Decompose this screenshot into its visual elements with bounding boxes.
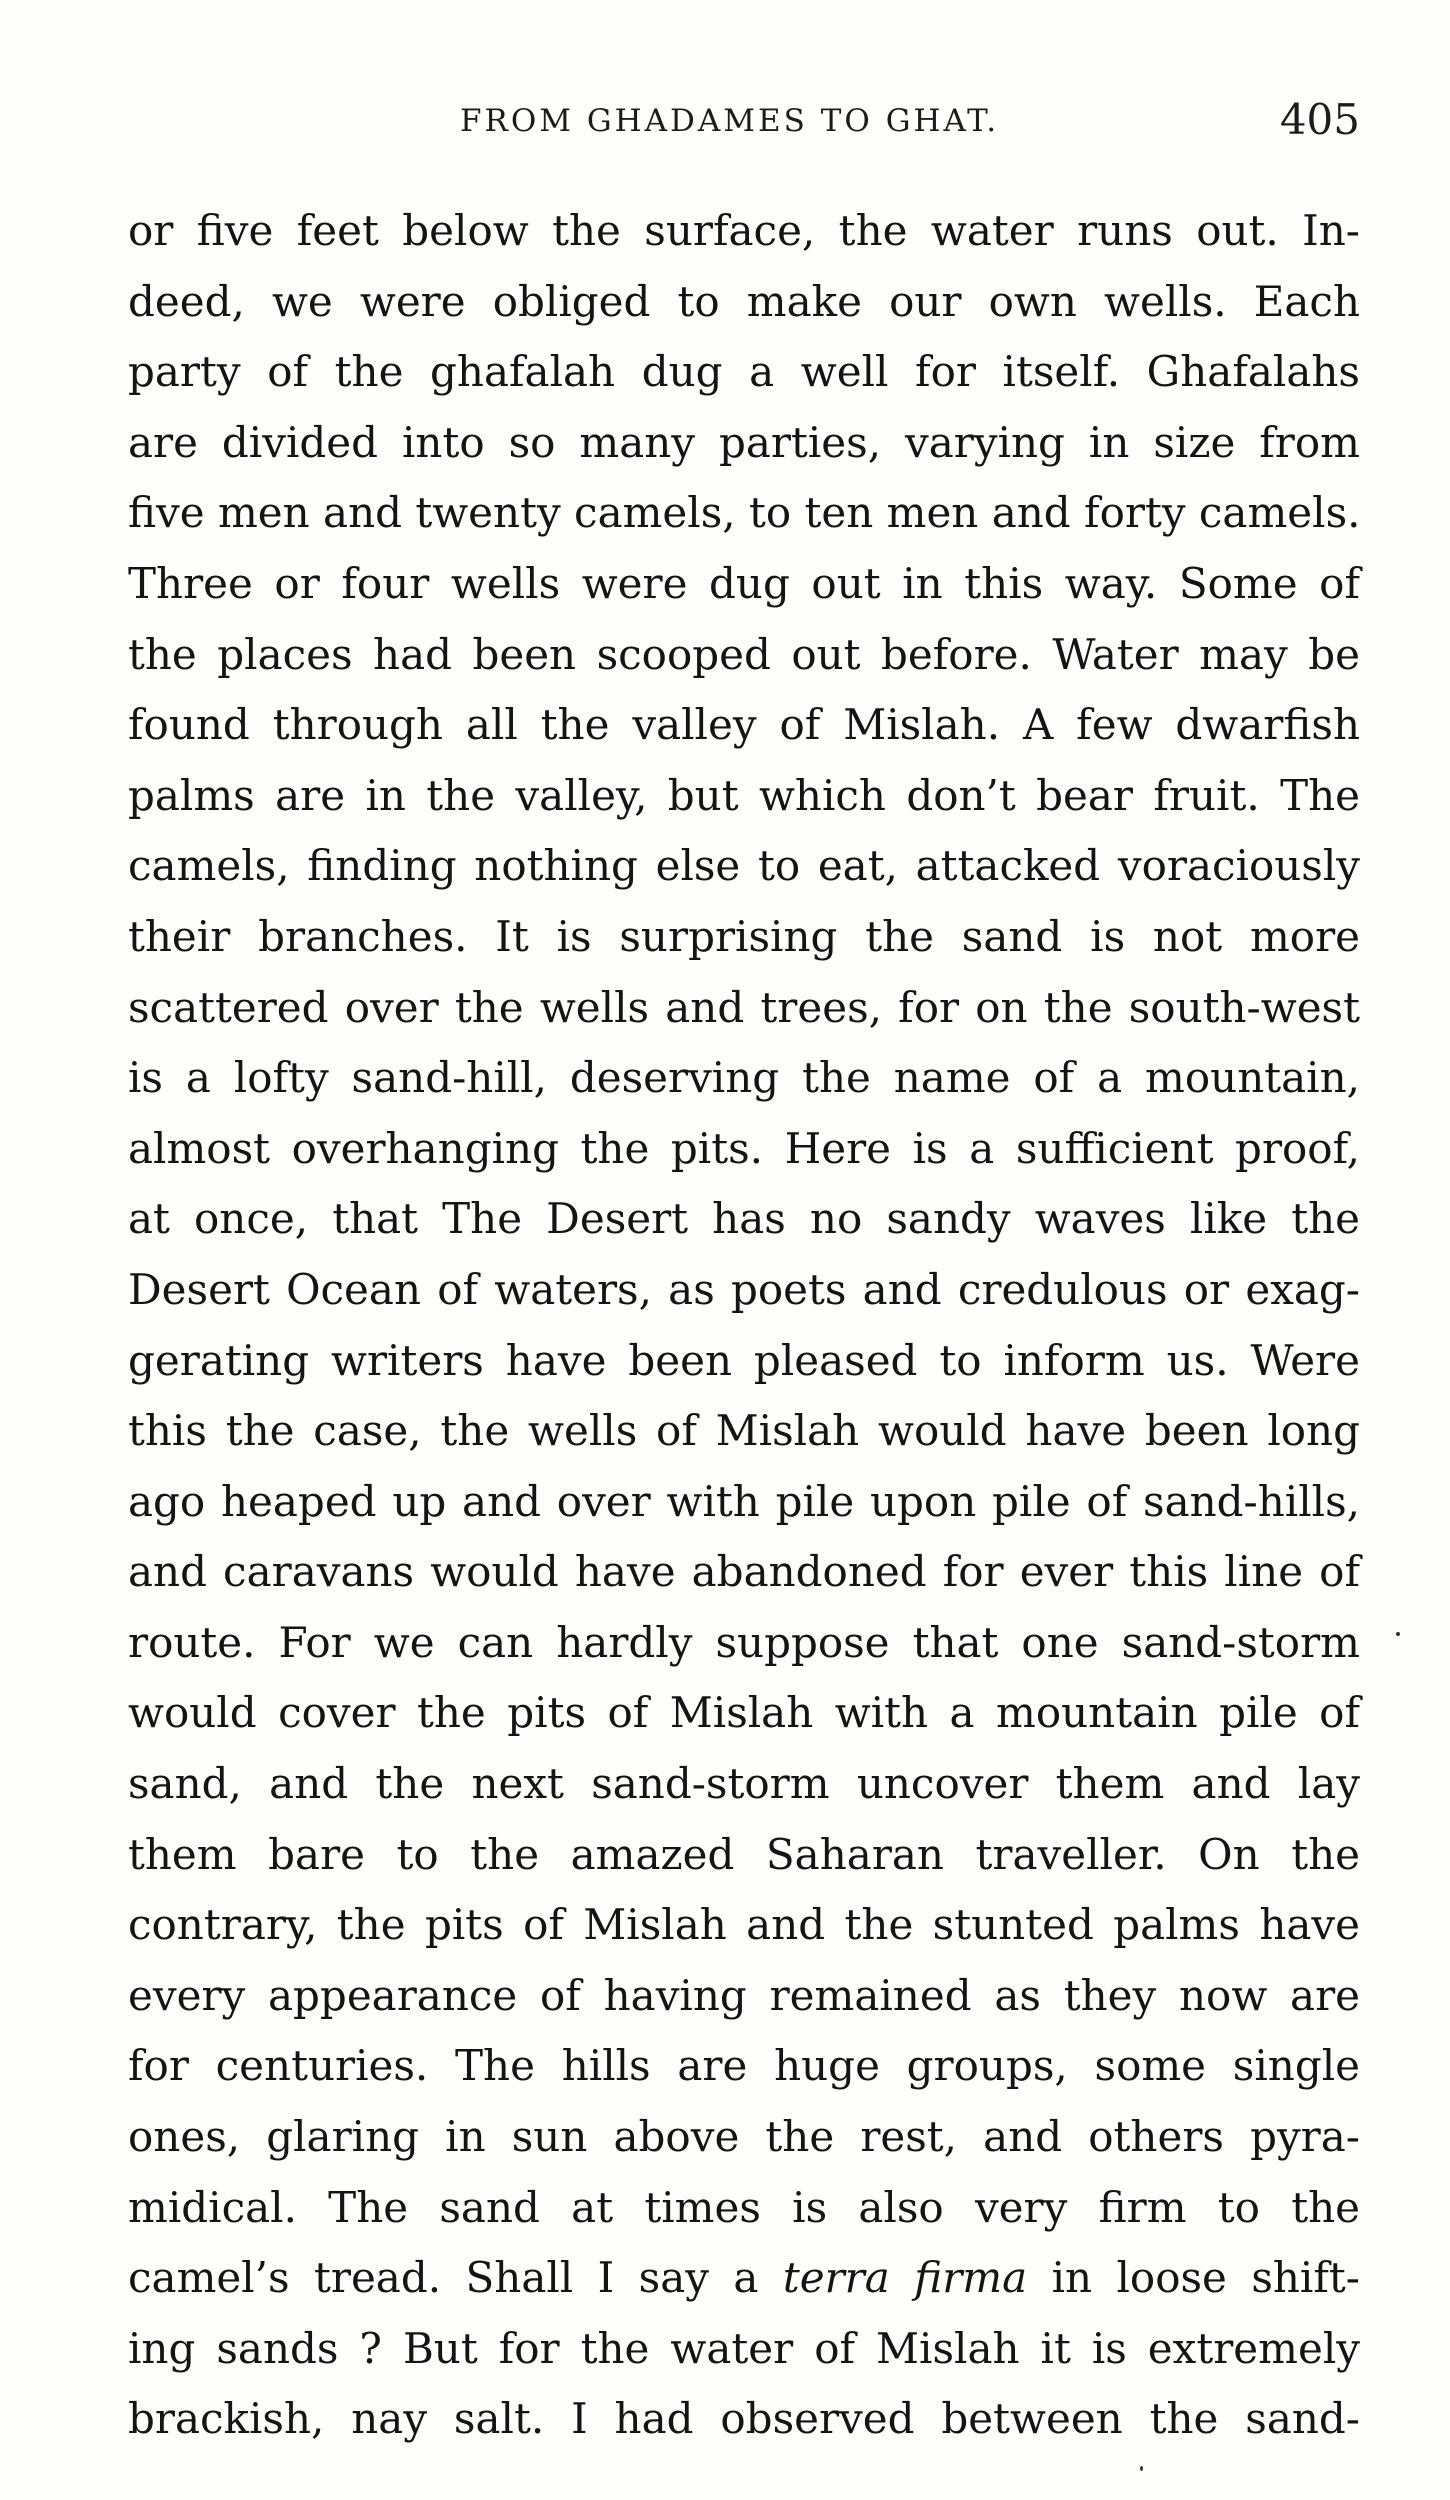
text-line: for centuries. The hills are huge groups, some single xyxy=(128,2041,1360,2091)
text-line: is a lofty sand-hill, deserving the name of a mountain, xyxy=(128,1053,1360,1103)
text-line: sand, and the next sand-storm uncover them and lay xyxy=(128,1759,1360,1809)
text-line: their branches. It is surprising the sand is not more xyxy=(128,911,1360,961)
text-line: at once, that The Desert has no sandy waves like the xyxy=(128,1194,1360,1244)
text-line: ones, glaring in sun above the rest, and others pyra- xyxy=(128,2112,1360,2162)
page-number: 405 xyxy=(1279,95,1360,144)
text-line: found through all the valley of Mislah. A few dwarfish xyxy=(128,700,1360,750)
text-line: scattered over the wells and trees, for on the south-west xyxy=(128,982,1360,1032)
text-line: midical. The sand at times is also very firm to the xyxy=(128,2182,1360,2232)
text-line: are divided into so many parties, varying in size from xyxy=(128,417,1360,467)
line-segment: in loose shift- xyxy=(1051,2253,1360,2303)
running-title: FROM GHADAMES TO GHAT. xyxy=(460,103,1000,139)
text-line: deed, we were obliged to make our own wells. Each xyxy=(128,276,1360,326)
running-head xyxy=(130,95,1370,155)
text-line: Desert Ocean of waters, as poets and credulous or exag- xyxy=(128,1264,1360,1314)
text-line: and caravans would have abandoned for ever this line of xyxy=(128,1547,1360,1597)
text-line: almost overhanging the pits. Here is a sufficient proof, xyxy=(128,1123,1360,1173)
italic-phrase: terra firma xyxy=(782,2253,1028,2303)
text-line: route. For we can hardly suppose that one sand-storm xyxy=(128,1617,1360,1667)
text-line: this the case, the wells of Mislah would have been long xyxy=(128,1406,1360,1456)
text-line: them bare to the amazed Saharan traveller. On the xyxy=(128,1829,1360,1879)
text-line: gerating writers have been pleased to inform us. Were xyxy=(128,1335,1360,1385)
text-line: or five feet below the surface, the water runs out. In- xyxy=(128,206,1360,255)
text-line: palms are in the valley, but which don’t bear fruit. The xyxy=(128,770,1360,820)
print-speck xyxy=(1140,2466,1143,2471)
text-line: every appearance of having remained as they now are xyxy=(128,1970,1360,2020)
text-line: brackish, nay salt. I had observed between the sand- xyxy=(128,2394,1360,2444)
text-line: would cover the pits of Mislah with a mountain pile of xyxy=(128,1688,1360,1738)
text-line-with-italic xyxy=(128,2243,1360,2314)
body-text xyxy=(128,196,1360,2455)
text-line: five men and twenty camels, to ten men and forty camels. xyxy=(128,488,1361,538)
print-speck xyxy=(1396,1632,1400,1636)
text-line: contrary, the pits of Mislah and the stunted palms have xyxy=(128,1900,1360,1950)
line-segment: camel’s tread. Shall I say a xyxy=(128,2253,759,2303)
text-line: the places had been scooped out before. Water may be xyxy=(128,629,1360,679)
text-line: party of the ghafalah dug a well for itself. Ghafalahs xyxy=(128,347,1360,397)
text-line: ago heaped up and over with pile upon pile of sand-hills, xyxy=(128,1476,1360,1526)
text-line: camels, finding nothing else to eat, attacked voraciously xyxy=(128,841,1360,891)
text-line: ing sands ? But for the water of Mislah it is extremely xyxy=(128,2323,1360,2373)
text-line: Three or four wells were dug out in this way. Some of xyxy=(128,558,1360,608)
